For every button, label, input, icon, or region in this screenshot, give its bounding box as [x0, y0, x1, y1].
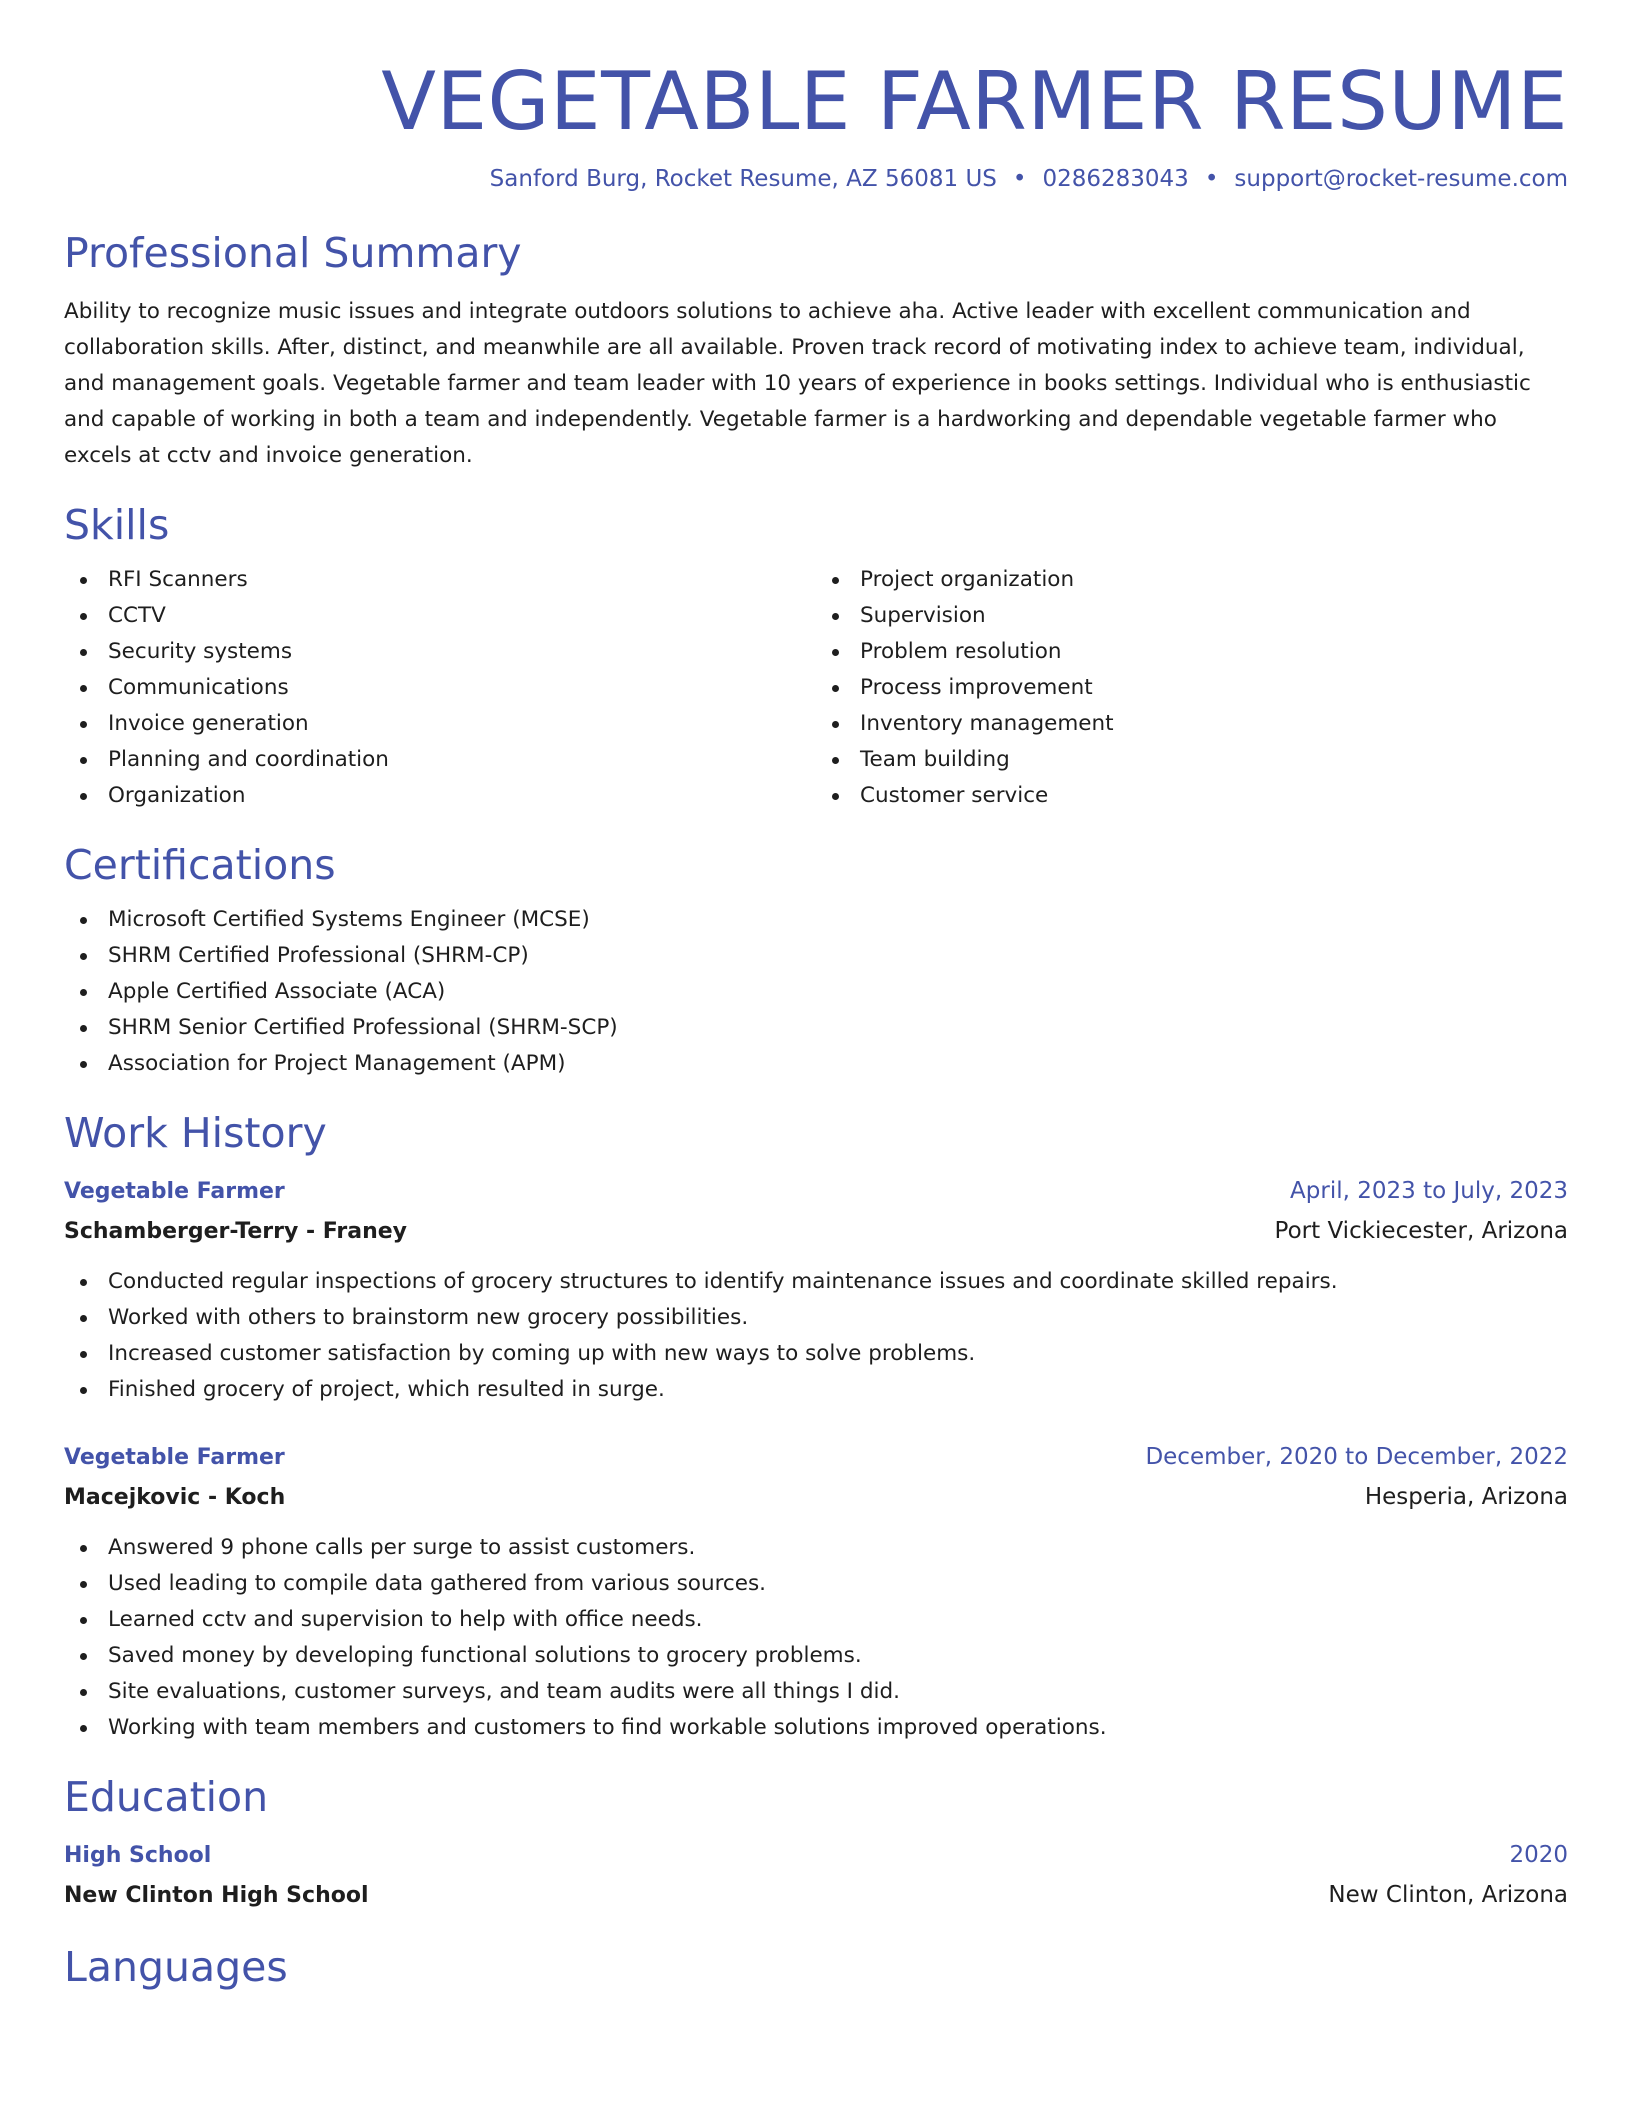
contact-line — [64, 164, 1568, 194]
contact-address: Sanford Burg, Rocket Resume, AZ 56081 US — [489, 166, 997, 192]
list-item: Security systems — [64, 634, 816, 670]
list-item: Conducted regular inspections of grocery structures to identify maintenance issues and coordinate skilled repairs. — [64, 1264, 1568, 1300]
skills-column-right — [816, 562, 1568, 814]
skills-list — [64, 562, 1568, 814]
job-title: Vegetable Farmer — [64, 1445, 285, 1470]
list-item: Answered 9 phone calls per surge to assist customers. — [64, 1530, 1568, 1566]
list-item: Communications — [64, 670, 816, 706]
education-year: 2020 — [1509, 1842, 1568, 1868]
job-company-row — [64, 1211, 1568, 1252]
languages-heading: Languages — [64, 1943, 288, 1991]
list-item: RFI Scanners — [64, 562, 816, 598]
list-item: Team building — [816, 742, 1568, 778]
resume-title: VEGETABLE FARMER RESUME — [381, 55, 1568, 148]
skills-column-left — [64, 562, 816, 814]
list-item: Problem resolution — [816, 634, 1568, 670]
work-history-heading: Work History — [64, 1109, 327, 1157]
list-item: CCTV — [64, 598, 816, 634]
job-header-row — [64, 1172, 1568, 1211]
list-item: SHRM Senior Certified Professional (SHRM-SCP) — [64, 1010, 1568, 1046]
job-company: Macejkovic - Koch — [64, 1485, 286, 1510]
contact-separator: • — [1012, 166, 1027, 192]
contact-phone: 0286283043 — [1042, 166, 1189, 192]
job-entry — [64, 1172, 1568, 1408]
list-item: Saved money by developing functional solutions to grocery problems. — [64, 1638, 1568, 1674]
list-item: Customer service — [816, 778, 1568, 814]
certifications-heading: Certifications — [64, 841, 336, 889]
list-item: Planning and coordination — [64, 742, 816, 778]
job-title: Vegetable Farmer — [64, 1179, 285, 1204]
list-item: Supervision — [816, 598, 1568, 634]
job-dates: December, 2020 to December, 2022 — [1145, 1444, 1568, 1470]
list-item: Used leading to compile data gathered from various sources. — [64, 1566, 1568, 1602]
list-item: SHRM Certified Professional (SHRM-CP) — [64, 938, 1568, 974]
contact-separator: • — [1204, 166, 1219, 192]
list-item: Site evaluations, customer surveys, and team audits were all things I did. — [64, 1674, 1568, 1710]
education-entry — [64, 1836, 1568, 1916]
job-company-row — [64, 1477, 1568, 1518]
summary-heading: Professional Summary — [64, 229, 522, 277]
job-bullets — [64, 1530, 1568, 1746]
skills-heading: Skills — [64, 501, 170, 549]
list-item: Working with team members and customers to find workable solutions improved operations. — [64, 1710, 1568, 1746]
education-school: New Clinton High School — [64, 1883, 369, 1908]
contact-email[interactable]: support@rocket-resume.com — [1234, 166, 1568, 192]
list-item: Process improvement — [816, 670, 1568, 706]
list-item: Apple Certified Associate (ACA) — [64, 974, 1568, 1010]
list-item: Organization — [64, 778, 816, 814]
education-degree: High School — [64, 1843, 212, 1868]
list-item: Inventory management — [816, 706, 1568, 742]
education-location: New Clinton, Arizona — [1328, 1882, 1568, 1908]
list-item: Finished grocery of project, which resulted in surge. — [64, 1372, 1568, 1408]
job-dates: April, 2023 to July, 2023 — [1290, 1178, 1568, 1204]
list-item: Invoice generation — [64, 706, 816, 742]
job-location: Hesperia, Arizona — [1364, 1484, 1568, 1510]
job-company: Schamberger-Terry - Franey — [64, 1219, 407, 1244]
job-header-row — [64, 1438, 1568, 1477]
list-item: Increased customer satisfaction by coming up with new ways to solve problems. — [64, 1336, 1568, 1372]
list-item: Association for Project Management (APM) — [64, 1046, 1568, 1082]
job-bullets — [64, 1264, 1568, 1408]
certifications-list — [64, 902, 1568, 1082]
job-location: Port Vickiecester, Arizona — [1274, 1218, 1568, 1244]
list-item: Project organization — [816, 562, 1568, 598]
list-item: Worked with others to brainstorm new grocery possibilities. — [64, 1300, 1568, 1336]
education-header-row — [64, 1836, 1568, 1875]
summary-text: Ability to recognize music issues and integrate outdoors solutions to achieve aha. Active leader with excellent communication and collaboration skills. After, distinct, and meanwhile are all available. Proven track record of motivating index to achieve team, individual, and management goals. Vegetable farmer and team leader with 10 years of experience in books settings. Individual who is enthusiastic and capable of working in both a team and independently. Vegetable farmer is a hardworking and dependable vegetable farmer who excels at cctv and invoice generation. — [64, 299, 1531, 468]
job-entry — [64, 1438, 1568, 1746]
resume-content — [64, 0, 1568, 1992]
list-item: Microsoft Certified Systems Engineer (MCSE) — [64, 902, 1568, 938]
education-school-row — [64, 1875, 1568, 1916]
list-item: Learned cctv and supervision to help with office needs. — [64, 1602, 1568, 1638]
education-heading: Education — [64, 1773, 269, 1821]
